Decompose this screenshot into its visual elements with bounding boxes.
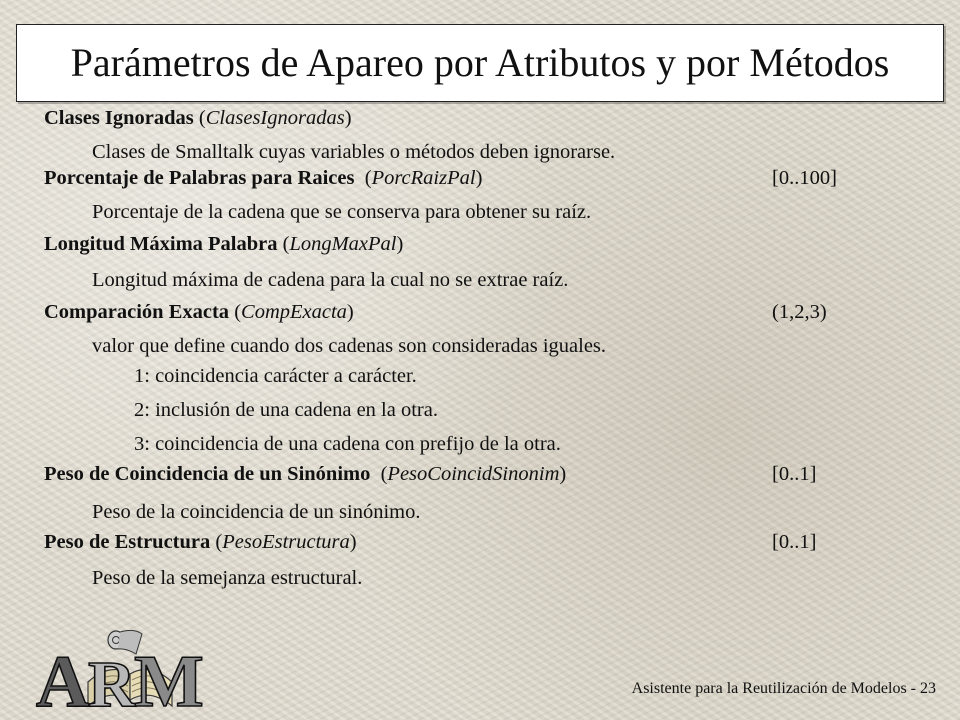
param-var: PorcRaizPal <box>371 167 476 189</box>
param-description: Peso de la semejanza estructural. <box>92 567 363 589</box>
param-range: [0..1] <box>772 463 817 485</box>
param-name: Longitud Máxima Palabra <box>44 233 278 255</box>
param-var: PesoCoincidSinonim <box>387 463 560 485</box>
option-item: 3: coincidencia de una cadena con prefijo de la otra. <box>134 433 561 455</box>
arm-logo <box>30 622 220 710</box>
param-var: CompExacta <box>241 301 347 323</box>
option-item: 2: inclusión de una cadena en la otra. <box>134 399 438 421</box>
param-description: Porcentaje de la cadena que se conserva para obtener su raíz. <box>92 201 592 223</box>
param-header: Porcentaje de Palabras para Raices (PorcRaizPal) [0..100] <box>44 167 837 189</box>
param-range: [0..1] <box>772 531 817 553</box>
slide-title: Parámetros de Apareo por Atributos y por Métodos <box>70 40 890 85</box>
param-var: ClasesIgnoradas <box>205 107 345 129</box>
param-description: valor que define cuando dos cadenas son consideradas iguales. <box>92 335 607 357</box>
param-header: Peso de Estructura (PesoEstructura) [0..1] <box>44 531 817 553</box>
param-name: Clases Ignoradas <box>44 107 194 129</box>
param-description: Clases de Smalltalk cuyas variables o métodos deben ignorarse. <box>92 141 616 163</box>
param-porcentaje-palabras <box>44 168 904 234</box>
svg-text:A: A <box>36 641 90 710</box>
param-description: Longitud máxima de cadena para la cual no se extrae raíz. <box>92 269 569 291</box>
svg-text:M: M <box>134 641 204 710</box>
param-name: Comparación Exacta <box>44 301 230 323</box>
param-name: Peso de Estructura <box>44 531 211 553</box>
param-peso-sinonimo <box>44 464 904 532</box>
slide-footer: Asistente para la Reutilización de Modelos - 23 <box>631 680 936 697</box>
parameter-list <box>44 108 904 598</box>
param-comparacion-exacta <box>44 302 904 464</box>
param-name: Porcentaje de Palabras para Raices <box>44 167 355 189</box>
param-header: Comparación Exacta (CompExacta) (1,2,3) <box>44 301 827 323</box>
param-peso-estructura <box>44 532 904 598</box>
param-description: Peso de la coincidencia de un sinónimo. <box>92 501 421 523</box>
logo-letters <box>36 641 204 710</box>
option-item: 1: coincidencia carácter a carácter. <box>134 365 417 387</box>
param-clases-ignoradas <box>44 108 904 168</box>
param-range: [0..100] <box>772 167 837 189</box>
param-var: LongMaxPal <box>289 233 397 255</box>
svg-text:R: R <box>88 648 136 710</box>
param-name: Peso de Coincidencia de un Sinónimo <box>44 463 371 485</box>
title-box <box>16 24 944 102</box>
param-header: Clases Ignoradas (ClasesIgnoradas) <box>44 107 352 129</box>
param-header: Peso de Coincidencia de un Sinónimo (PesoCoincidSinonim) [0..1] <box>44 463 817 485</box>
param-longitud-maxima <box>44 234 904 302</box>
param-var: PesoEstructura <box>222 531 350 553</box>
param-range: (1,2,3) <box>772 301 827 323</box>
param-header: Longitud Máxima Palabra (LongMaxPal) <box>44 233 404 255</box>
